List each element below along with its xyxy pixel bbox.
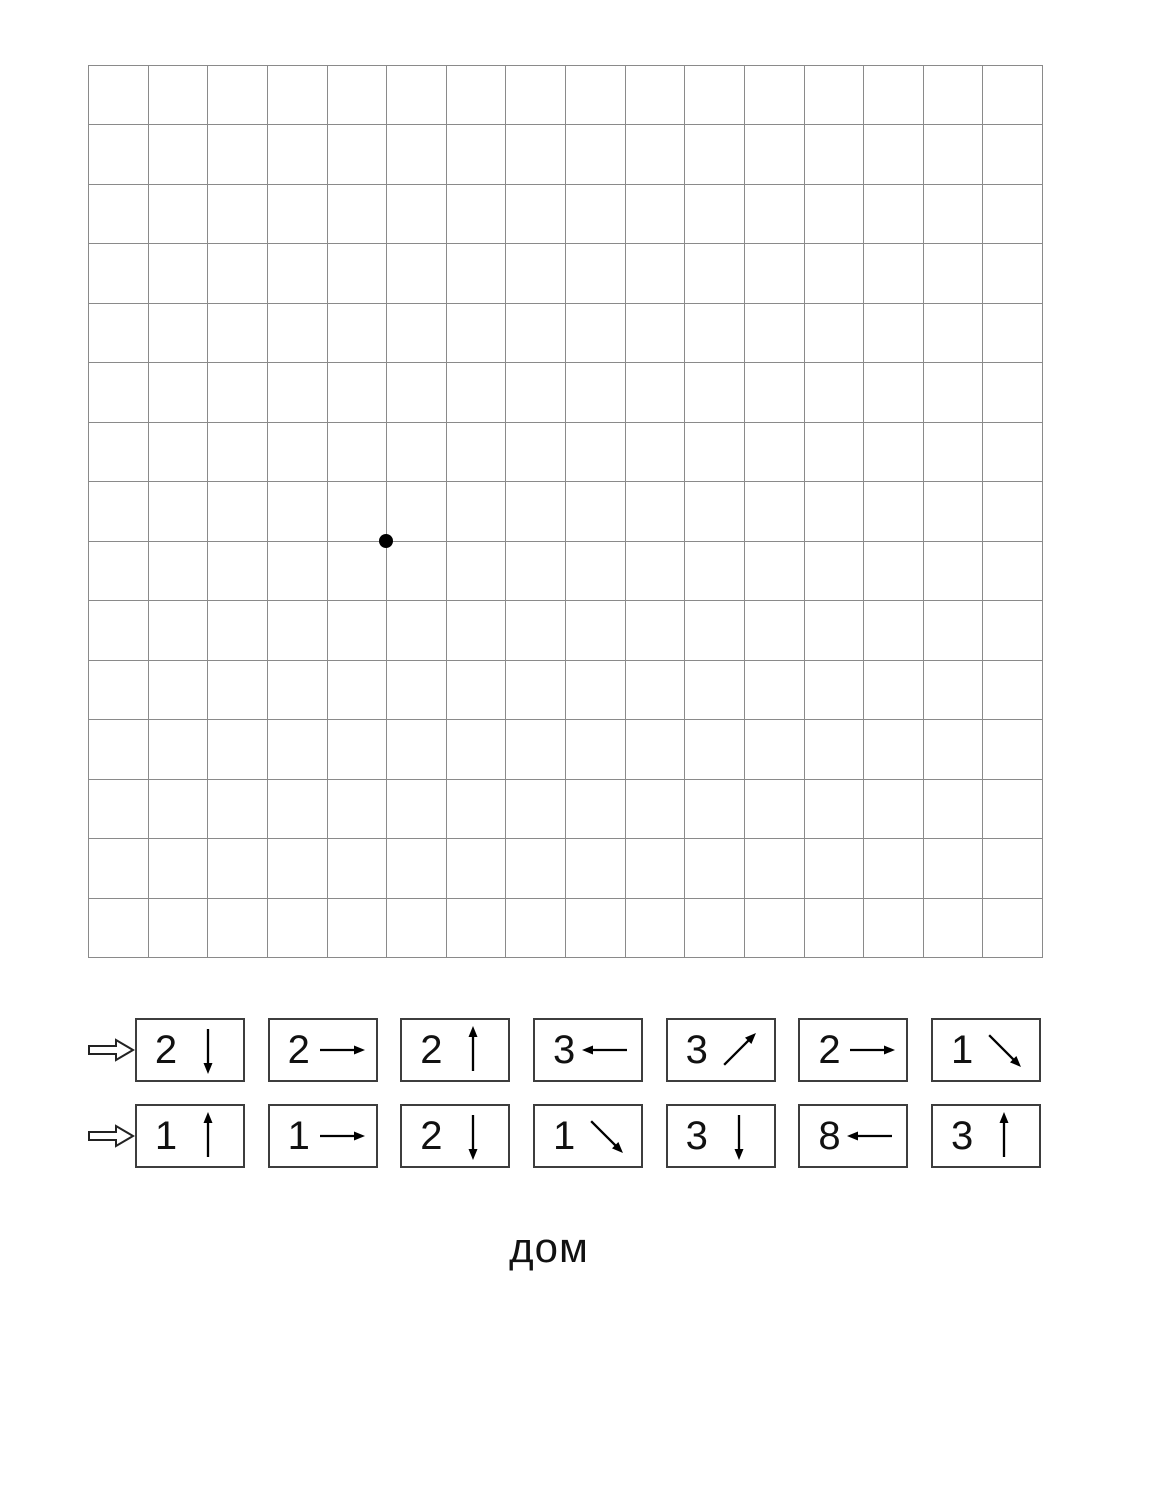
grid-cell <box>924 720 984 779</box>
grid-cell <box>864 363 924 422</box>
arrow-down-right-icon <box>977 1023 1031 1077</box>
arrow-right-icon <box>314 1023 368 1077</box>
step-count: 3 <box>552 1027 576 1072</box>
grid-cell <box>745 661 805 720</box>
grid-cell <box>626 125 686 184</box>
grid-cell <box>506 720 566 779</box>
instruction-step-box <box>533 1104 643 1168</box>
arrow-left-icon <box>844 1109 898 1163</box>
grid-cell <box>447 542 507 601</box>
grid-cell <box>149 304 209 363</box>
grid-cell <box>745 304 805 363</box>
grid-cell <box>685 304 745 363</box>
grid-cell <box>805 899 865 958</box>
drawing-grid <box>88 65 1043 958</box>
grid-cell <box>924 304 984 363</box>
grid-cell <box>745 66 805 125</box>
grid-cell <box>864 661 924 720</box>
grid-cell <box>626 244 686 303</box>
grid-cell <box>864 185 924 244</box>
grid-cell <box>626 363 686 422</box>
grid-cell <box>506 244 566 303</box>
grid-cell <box>566 780 626 839</box>
grid-cell <box>506 363 566 422</box>
grid-cell <box>268 720 328 779</box>
grid-cell <box>506 601 566 660</box>
grid-cell <box>208 304 268 363</box>
grid-cell <box>983 601 1043 660</box>
grid-cell <box>805 66 865 125</box>
grid-cell <box>447 185 507 244</box>
grid-cell <box>328 661 388 720</box>
grid-cell <box>626 780 686 839</box>
grid-cell <box>983 542 1043 601</box>
grid-cell <box>328 125 388 184</box>
grid-cell <box>924 66 984 125</box>
grid-cell <box>387 839 447 898</box>
grid-cell <box>626 899 686 958</box>
instruction-row-2 <box>87 1104 1041 1168</box>
grid-cell <box>268 661 328 720</box>
grid-cell <box>387 482 447 541</box>
instruction-step-box <box>268 1018 378 1082</box>
step-count: 3 <box>685 1113 708 1158</box>
grid-cell <box>328 542 388 601</box>
row-start-arrow-icon <box>87 1123 135 1149</box>
grid-cell <box>864 244 924 303</box>
grid-cell <box>149 185 209 244</box>
grid-cell <box>924 482 984 541</box>
grid-cell <box>89 661 149 720</box>
grid-cell <box>805 601 865 660</box>
grid-cell <box>685 661 745 720</box>
step-count: 2 <box>154 1027 178 1072</box>
arrow-up-icon <box>181 1109 235 1163</box>
grid-cell <box>328 601 388 660</box>
grid-cell <box>626 482 686 541</box>
instruction-step-box <box>798 1018 908 1082</box>
instruction-step-box <box>798 1104 908 1168</box>
arrow-right-icon <box>844 1023 898 1077</box>
grid-cell <box>864 899 924 958</box>
grid-cell <box>149 542 209 601</box>
grid-cell <box>745 839 805 898</box>
grid-cell <box>387 542 447 601</box>
grid-cell <box>328 780 388 839</box>
grid-cell <box>566 482 626 541</box>
grid-cell <box>328 304 388 363</box>
grid-cell <box>208 601 268 660</box>
arrow-down-icon <box>181 1023 235 1077</box>
grid-cell <box>89 304 149 363</box>
grid-cell <box>387 125 447 184</box>
instruction-step-box <box>135 1018 245 1082</box>
grid-cell <box>447 363 507 422</box>
grid-cell <box>149 720 209 779</box>
grid-cell <box>626 542 686 601</box>
grid-cell <box>208 363 268 422</box>
instruction-step-box <box>400 1018 510 1082</box>
instruction-step-box <box>666 1104 776 1168</box>
grid-cell <box>983 661 1043 720</box>
grid-cell <box>506 899 566 958</box>
grid-cell <box>566 720 626 779</box>
grid-cell <box>149 363 209 422</box>
grid-cell <box>924 423 984 482</box>
grid-cell <box>566 125 626 184</box>
grid-cell <box>626 66 686 125</box>
grid-cell <box>268 363 328 422</box>
grid-cell <box>864 66 924 125</box>
grid-cell <box>805 839 865 898</box>
grid-cell <box>983 125 1043 184</box>
arrow-down-icon <box>446 1109 500 1163</box>
grid-cell <box>983 304 1043 363</box>
grid-cell <box>685 542 745 601</box>
instruction-step-box <box>135 1104 245 1168</box>
grid-cell <box>566 601 626 660</box>
grid-cell <box>268 66 328 125</box>
grid-cell <box>864 482 924 541</box>
grid-cell <box>805 125 865 184</box>
grid-cell <box>328 482 388 541</box>
grid-cell <box>864 304 924 363</box>
grid-cell <box>89 720 149 779</box>
grid-cell <box>149 661 209 720</box>
grid-cell <box>745 244 805 303</box>
instruction-step-box <box>268 1104 378 1168</box>
arrow-up-right-icon <box>712 1023 766 1077</box>
grid-cell <box>805 423 865 482</box>
grid-cell <box>745 780 805 839</box>
grid-cell <box>268 542 328 601</box>
grid-cell <box>566 185 626 244</box>
grid-cell <box>149 899 209 958</box>
grid-cell <box>566 542 626 601</box>
grid-cell <box>566 363 626 422</box>
grid-cell <box>89 125 149 184</box>
step-count: 3 <box>951 1113 974 1158</box>
grid-cell <box>685 601 745 660</box>
grid-cell <box>89 66 149 125</box>
grid-cell <box>745 899 805 958</box>
grid-cell <box>208 125 268 184</box>
arrow-left-icon <box>579 1023 633 1077</box>
grid-cell <box>387 780 447 839</box>
grid-cell <box>983 720 1043 779</box>
grid-cell <box>805 304 865 363</box>
grid-cell <box>328 423 388 482</box>
grid-cell <box>268 185 328 244</box>
instruction-step-box <box>931 1104 1041 1168</box>
grid-cell <box>387 66 447 125</box>
step-count: 1 <box>154 1113 178 1158</box>
arrow-up-icon <box>446 1023 500 1077</box>
grid-cell <box>566 661 626 720</box>
grid-cell <box>268 899 328 958</box>
grid-cell <box>983 185 1043 244</box>
step-count: 3 <box>685 1027 708 1072</box>
grid-cell <box>506 482 566 541</box>
grid-cell <box>864 125 924 184</box>
grid-cell <box>864 423 924 482</box>
grid-cell <box>208 66 268 125</box>
grid-cell <box>924 661 984 720</box>
step-count: 2 <box>818 1027 841 1072</box>
grid-cell <box>208 185 268 244</box>
grid-cell <box>89 482 149 541</box>
grid-cell <box>268 423 328 482</box>
grid-cell <box>268 601 328 660</box>
grid-cell <box>566 839 626 898</box>
grid-cell <box>328 244 388 303</box>
grid-cell <box>626 601 686 660</box>
grid-cell <box>805 363 865 422</box>
grid-cell <box>328 839 388 898</box>
grid-cell <box>506 185 566 244</box>
grid-cell <box>566 423 626 482</box>
grid-cell <box>685 244 745 303</box>
grid-cell <box>745 601 805 660</box>
grid-cell <box>566 899 626 958</box>
step-count: 2 <box>420 1027 443 1072</box>
grid-cell <box>685 780 745 839</box>
grid-cell <box>447 780 507 839</box>
grid-cell <box>685 185 745 244</box>
grid-cell <box>89 839 149 898</box>
grid-cell <box>268 125 328 184</box>
grid-cell <box>805 482 865 541</box>
grid-cell <box>387 244 447 303</box>
step-count: 2 <box>420 1113 443 1158</box>
grid-cell <box>745 125 805 184</box>
grid-cell <box>685 423 745 482</box>
grid-cell <box>328 185 388 244</box>
grid-cell <box>208 482 268 541</box>
grid-cell <box>268 839 328 898</box>
grid-cell <box>805 244 865 303</box>
grid-cell <box>149 482 209 541</box>
grid-cell <box>328 66 388 125</box>
grid-cell <box>924 899 984 958</box>
grid-cell <box>745 185 805 244</box>
grid-cell <box>208 244 268 303</box>
grid-cell <box>447 66 507 125</box>
grid-cell <box>149 66 209 125</box>
arrow-down-icon <box>712 1109 766 1163</box>
grid-cell <box>268 482 328 541</box>
grid-cell <box>149 601 209 660</box>
grid-cell <box>924 125 984 184</box>
grid-cell <box>149 839 209 898</box>
grid-cell <box>89 185 149 244</box>
grid-cell <box>506 542 566 601</box>
grid-cell <box>387 423 447 482</box>
grid-cell <box>387 899 447 958</box>
grid-cell <box>805 720 865 779</box>
grid-cell <box>864 601 924 660</box>
step-count: 1 <box>951 1027 974 1072</box>
grid-cell <box>506 780 566 839</box>
grid-cell <box>864 839 924 898</box>
grid-cell <box>506 423 566 482</box>
grid-cell <box>89 423 149 482</box>
grid-cell <box>268 780 328 839</box>
grid-cell <box>685 482 745 541</box>
grid-cell <box>685 66 745 125</box>
grid-cell <box>924 363 984 422</box>
grid-cell <box>626 304 686 363</box>
grid-cell <box>805 185 865 244</box>
grid-cell <box>89 244 149 303</box>
grid-cell <box>208 661 268 720</box>
arrow-down-right-icon <box>579 1109 633 1163</box>
grid-cell <box>387 363 447 422</box>
grid-cell <box>387 601 447 660</box>
grid-cell <box>924 244 984 303</box>
grid-cell <box>89 899 149 958</box>
grid-cell <box>447 244 507 303</box>
grid-cell <box>924 542 984 601</box>
grid-cell <box>745 720 805 779</box>
grid-cell <box>447 304 507 363</box>
caption-word: дом <box>509 1224 589 1271</box>
grid-cell <box>447 482 507 541</box>
grid-cell <box>208 839 268 898</box>
grid-cell <box>566 66 626 125</box>
grid-cell <box>983 482 1043 541</box>
row-start-arrow-icon <box>87 1037 135 1063</box>
grid-cell <box>685 839 745 898</box>
grid-cell <box>864 720 924 779</box>
grid-cell <box>626 185 686 244</box>
grid-cell <box>328 363 388 422</box>
arrow-right-icon <box>314 1109 368 1163</box>
grid-cell <box>685 720 745 779</box>
instruction-step-box <box>400 1104 510 1168</box>
grid-cell <box>805 780 865 839</box>
grid-cell <box>864 542 924 601</box>
grid-cell <box>983 423 1043 482</box>
grid-cell <box>447 899 507 958</box>
step-count: 8 <box>818 1113 841 1158</box>
start-dot <box>379 534 393 548</box>
grid-cell <box>447 720 507 779</box>
grid-cell <box>208 899 268 958</box>
arrow-up-icon <box>977 1109 1031 1163</box>
grid-cell <box>328 720 388 779</box>
grid-cell <box>924 185 984 244</box>
grid-cell <box>447 839 507 898</box>
grid-cell <box>149 244 209 303</box>
grid-cell <box>387 720 447 779</box>
grid-cell <box>566 304 626 363</box>
grid-cell <box>626 661 686 720</box>
grid-cell <box>208 720 268 779</box>
grid-cell <box>149 125 209 184</box>
grid-cell <box>626 423 686 482</box>
instruction-step-box <box>533 1018 643 1082</box>
grid-cell <box>983 839 1043 898</box>
grid-cell <box>208 780 268 839</box>
grid-cell <box>805 661 865 720</box>
grid-cell <box>924 601 984 660</box>
grid-cell <box>89 542 149 601</box>
grid-cell <box>387 185 447 244</box>
grid-cell <box>745 482 805 541</box>
grid-cell <box>626 720 686 779</box>
grid-cell <box>864 780 924 839</box>
grid-cell <box>805 542 865 601</box>
grid-cell <box>983 899 1043 958</box>
grid-cell <box>685 363 745 422</box>
grid-cell <box>89 363 149 422</box>
grid-cell <box>387 661 447 720</box>
grid-cell <box>268 244 328 303</box>
grid-cell <box>983 363 1043 422</box>
grid-cell <box>626 839 686 898</box>
grid-cell <box>447 125 507 184</box>
grid-cell <box>983 244 1043 303</box>
grid-cell <box>89 601 149 660</box>
grid-cell <box>983 66 1043 125</box>
grid-cell <box>506 125 566 184</box>
instruction-step-box <box>931 1018 1041 1082</box>
grid-cell <box>387 304 447 363</box>
grid-cell <box>447 661 507 720</box>
grid-cell <box>506 661 566 720</box>
grid-cell <box>566 244 626 303</box>
grid-cell <box>685 125 745 184</box>
grid-cell <box>447 601 507 660</box>
grid-cell <box>208 423 268 482</box>
grid-cell <box>745 423 805 482</box>
grid-cell <box>685 899 745 958</box>
grid-cell <box>89 780 149 839</box>
grid-cell <box>745 363 805 422</box>
grid-cell <box>149 423 209 482</box>
grid-cell <box>506 66 566 125</box>
step-count: 2 <box>287 1027 310 1072</box>
grid-cell <box>447 423 507 482</box>
grid-cell <box>924 839 984 898</box>
grid-cell <box>149 780 209 839</box>
instruction-row-1 <box>87 1018 1041 1082</box>
step-count: 1 <box>287 1113 310 1158</box>
grid-cell <box>745 542 805 601</box>
grid-cell <box>208 542 268 601</box>
grid-cell <box>983 780 1043 839</box>
grid-cell <box>506 304 566 363</box>
grid-cell <box>328 899 388 958</box>
grid-cell <box>268 304 328 363</box>
instruction-step-box <box>666 1018 776 1082</box>
grid-cell <box>924 780 984 839</box>
grid-cell <box>506 839 566 898</box>
step-count: 1 <box>552 1113 576 1158</box>
